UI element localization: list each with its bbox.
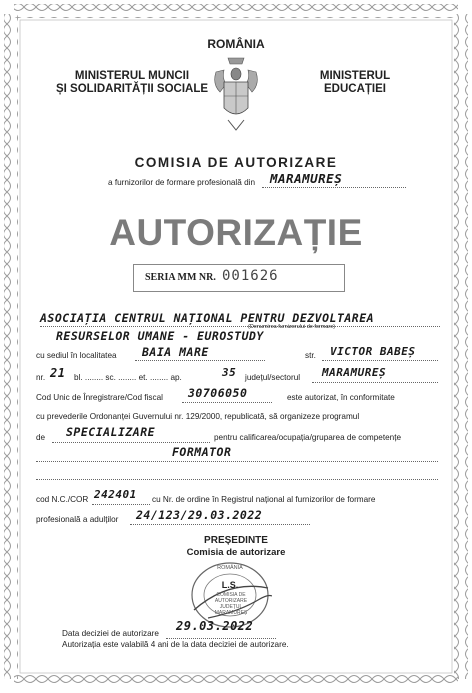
decision-label: Data deciziei de autorizare xyxy=(62,629,159,638)
registry-text: cu Nr. de ordine în Registrul național al furnizorilor de formare xyxy=(152,495,376,504)
occupation-value: FORMATOR xyxy=(172,445,232,459)
validity-text: Autorizația este valabilă 4 ani de la data deciziei de autorizare. xyxy=(62,640,289,649)
ministry-labor xyxy=(52,70,212,96)
program-suffix: pentru calificarea/ocupația/gruparea de competențe xyxy=(214,433,402,442)
decision-date-rule xyxy=(166,638,276,639)
decision-date: 29.03.2022 xyxy=(176,619,254,633)
ministry-labor-line1: MINISTERUL MUNCII xyxy=(74,70,190,82)
commission-county: MARAMUREȘ xyxy=(270,171,343,186)
locality-rule xyxy=(135,360,265,361)
program-type: SPECIALIZARE xyxy=(66,425,156,439)
cod-cor-value: 242401 xyxy=(94,488,137,501)
county-rule xyxy=(312,382,438,383)
program-prefix: de xyxy=(36,433,46,442)
provider-name-caption: (Denumirea furnizorului de formare) xyxy=(248,324,336,330)
serial-number: 001626 xyxy=(222,268,279,284)
occupation-rule xyxy=(36,461,438,462)
serial-label: SERIA MM NR. xyxy=(145,272,216,283)
provider-name-line2: RESURSELOR UMANE - EUROSTUDY xyxy=(56,329,264,343)
commission-county-line xyxy=(262,187,406,188)
commission-subtitle: a furnizorilor de formare profesională din xyxy=(108,178,255,187)
ministry-labor-line2: ȘI SOLIDARITĂȚII SOCIALE xyxy=(55,83,209,95)
commission-title: COMISIA DE AUTORIZARE xyxy=(134,155,338,170)
ministry-education-line2: EDUCAȚIEI xyxy=(324,83,386,95)
provider-name-line1: ASOCIAȚIA CENTRUL NAȚIONAL PENTRU DEZVOLTAREA xyxy=(40,311,375,325)
registry-number-rule xyxy=(130,524,310,525)
country-name: ROMÂNIA xyxy=(207,37,265,51)
provider-name-line1-rule xyxy=(40,326,440,327)
street-label: str. xyxy=(305,351,316,360)
legal-text: cu prevederile Ordonanței Guvernului nr. 129/2000, republicată, să organizeze programul xyxy=(36,412,360,421)
ministry-education-line1: MINISTERUL xyxy=(319,70,391,82)
president-title: PREȘEDINTE xyxy=(204,535,268,546)
cod-cor-label: cod N.C./COR xyxy=(36,495,89,504)
seat-label: cu sediul în localitatea xyxy=(36,351,117,360)
blank-rule xyxy=(36,479,438,480)
stamp-ring-text: ROMÂNIA xyxy=(217,565,243,571)
fiscal-rule xyxy=(182,402,272,403)
county-label: județul/sectorul xyxy=(245,373,301,382)
registry-number: 24/123/29.03.2022 xyxy=(136,508,263,522)
ap-value: 35 xyxy=(222,366,237,379)
street-rule xyxy=(322,360,438,361)
stamp-inner-text: COMISIA DE AUTORIZARE JUDEȚUL MARAMUREȘ xyxy=(214,592,248,616)
cod-cor-rule xyxy=(92,504,150,505)
bl-sc-et-ap-label: bl. ........ sc. ........ et. ........ ap. xyxy=(74,373,182,382)
document-title: AUTORIZAȚIE xyxy=(109,212,363,253)
fiscal-label: Cod Unic de Înregistrare/Cod fiscal xyxy=(36,393,163,402)
coat-of-arms-icon xyxy=(212,54,260,134)
program-type-rule xyxy=(52,442,210,443)
locality-value: BAIA MARE xyxy=(142,345,209,359)
county-value: MARAMUREȘ xyxy=(322,366,387,379)
adults-label: profesională a adulților xyxy=(36,515,119,524)
stamp-ls: L.S. xyxy=(221,580,239,590)
nr-value: 21 xyxy=(50,366,66,380)
nr-label: nr. xyxy=(36,373,46,382)
commission-body: Comisia de autorizare xyxy=(186,547,286,558)
fiscal-code: 30706050 xyxy=(188,386,248,400)
street-value: VICTOR BABEȘ xyxy=(330,345,416,358)
fiscal-suffix: este autorizat, în conformitate xyxy=(287,393,395,402)
ministry-education xyxy=(300,70,410,96)
